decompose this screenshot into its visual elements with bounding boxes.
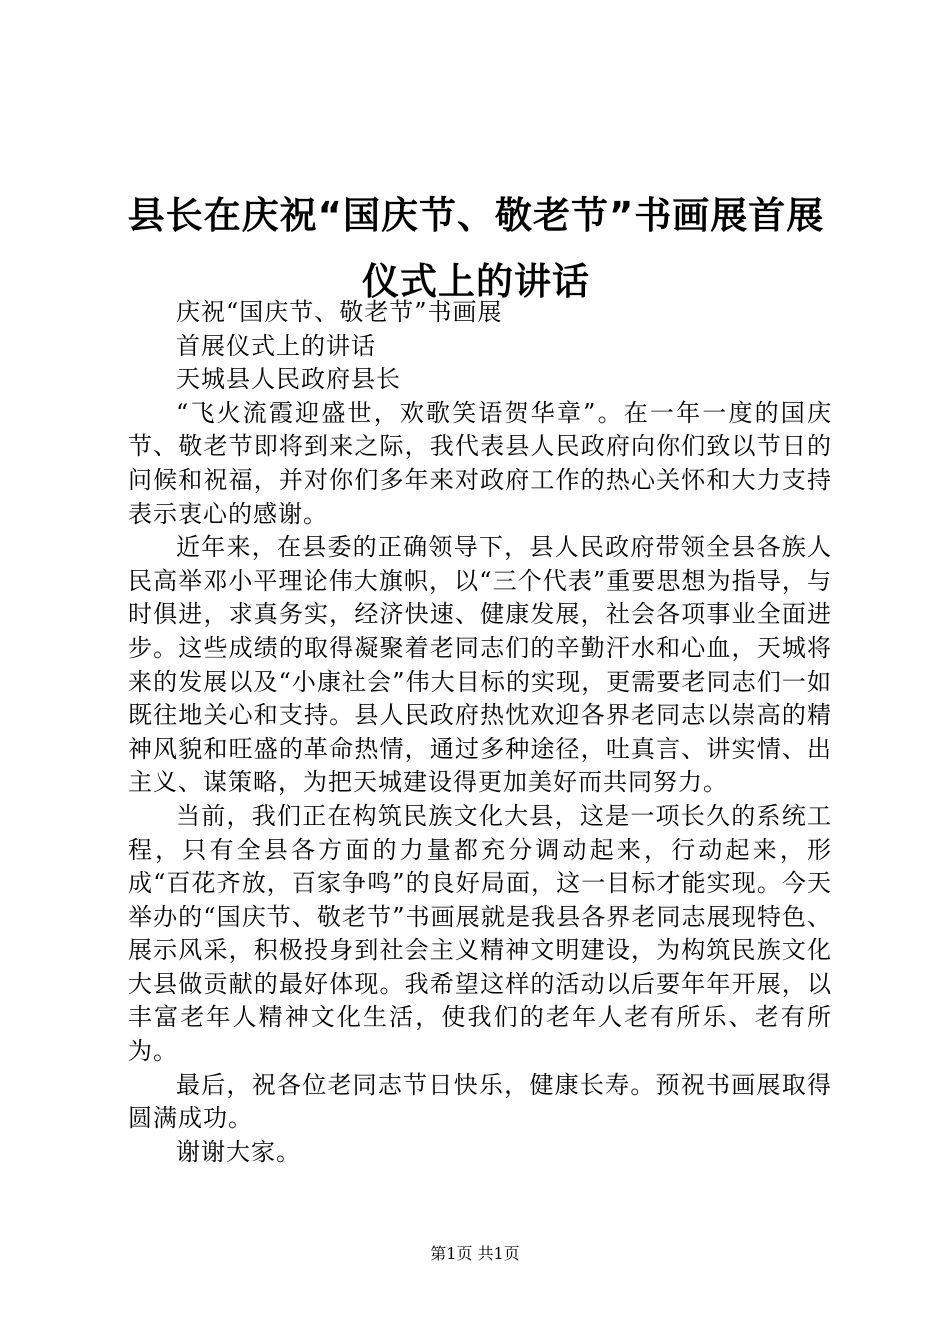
paragraph: 当前，我们正在构筑民族文化大县，这是一项长久的系统工程，只有全县各方面的力量都充分调动起来，行动起来，形成“百花齐放，百家争鸣”的良好局面，这一目标才能实现。今天举办的“国庆节、敬老节”书画展就是我县各界老同志展现特色、展示风采，积极投身到社会主义精神文明建设，为构筑民族文化大县做贡献的最好体现。我希望这样的活动以后要年年开展，以丰富老年人精神文化生活，使我们的老年人老有所乐、老有所为。 [128, 801, 832, 1066]
document-body [128, 296, 832, 1169]
closing-line: 谢谢大家。 [176, 1137, 301, 1166]
paragraph: “飞火流霞迎盛世，欢歌笑语贺华章”。在一年一度的国庆节、敬老节即将到来之际，我代表县人民政府向你们致以节日的问候和祝福，并对你们多年来对政府工作的热心关怀和大力支持表示衷心的感谢。 [128, 398, 832, 528]
document-title: 县长在庆祝“国庆节、敬老节”书画展首展仪式上的讲话 [127, 194, 825, 303]
paragraph: 近年来，在县委的正确领导下，县人民政府带领全县各族人民高举邓小平理论伟大旗帜，以“三个代表”重要思想为指导，与时俱进，求真务实，经济快速、健康发展，社会各项事业全面进步。这些成绩的取得凝聚着老同志们的辛勤汗水和心血，天城将来的发展以及“小康社会”伟大目标的实现，更需要老同志们一如既往地关心和支持。县人民政府热忱欢迎各界老同志以崇高的精神风貌和旺盛的革命热情，通过多种途径，吐真言、讲实情、出主义、谋策略，为把天城建设得更加美好而共同努力。 [128, 533, 832, 797]
page-footer: 第1页 共1页 [430, 1244, 520, 1263]
subtitle-line: 首展仪式上的讲话 [176, 331, 376, 360]
author-line: 天城县人民政府县长 [176, 365, 401, 394]
subtitle-line: 庆祝“国庆节、敬老节”书画展 [176, 298, 503, 326]
paragraph: 最后，祝各位老同志节日快乐，健康长寿。预祝书画展取得圆满成功。 [128, 1070, 832, 1133]
